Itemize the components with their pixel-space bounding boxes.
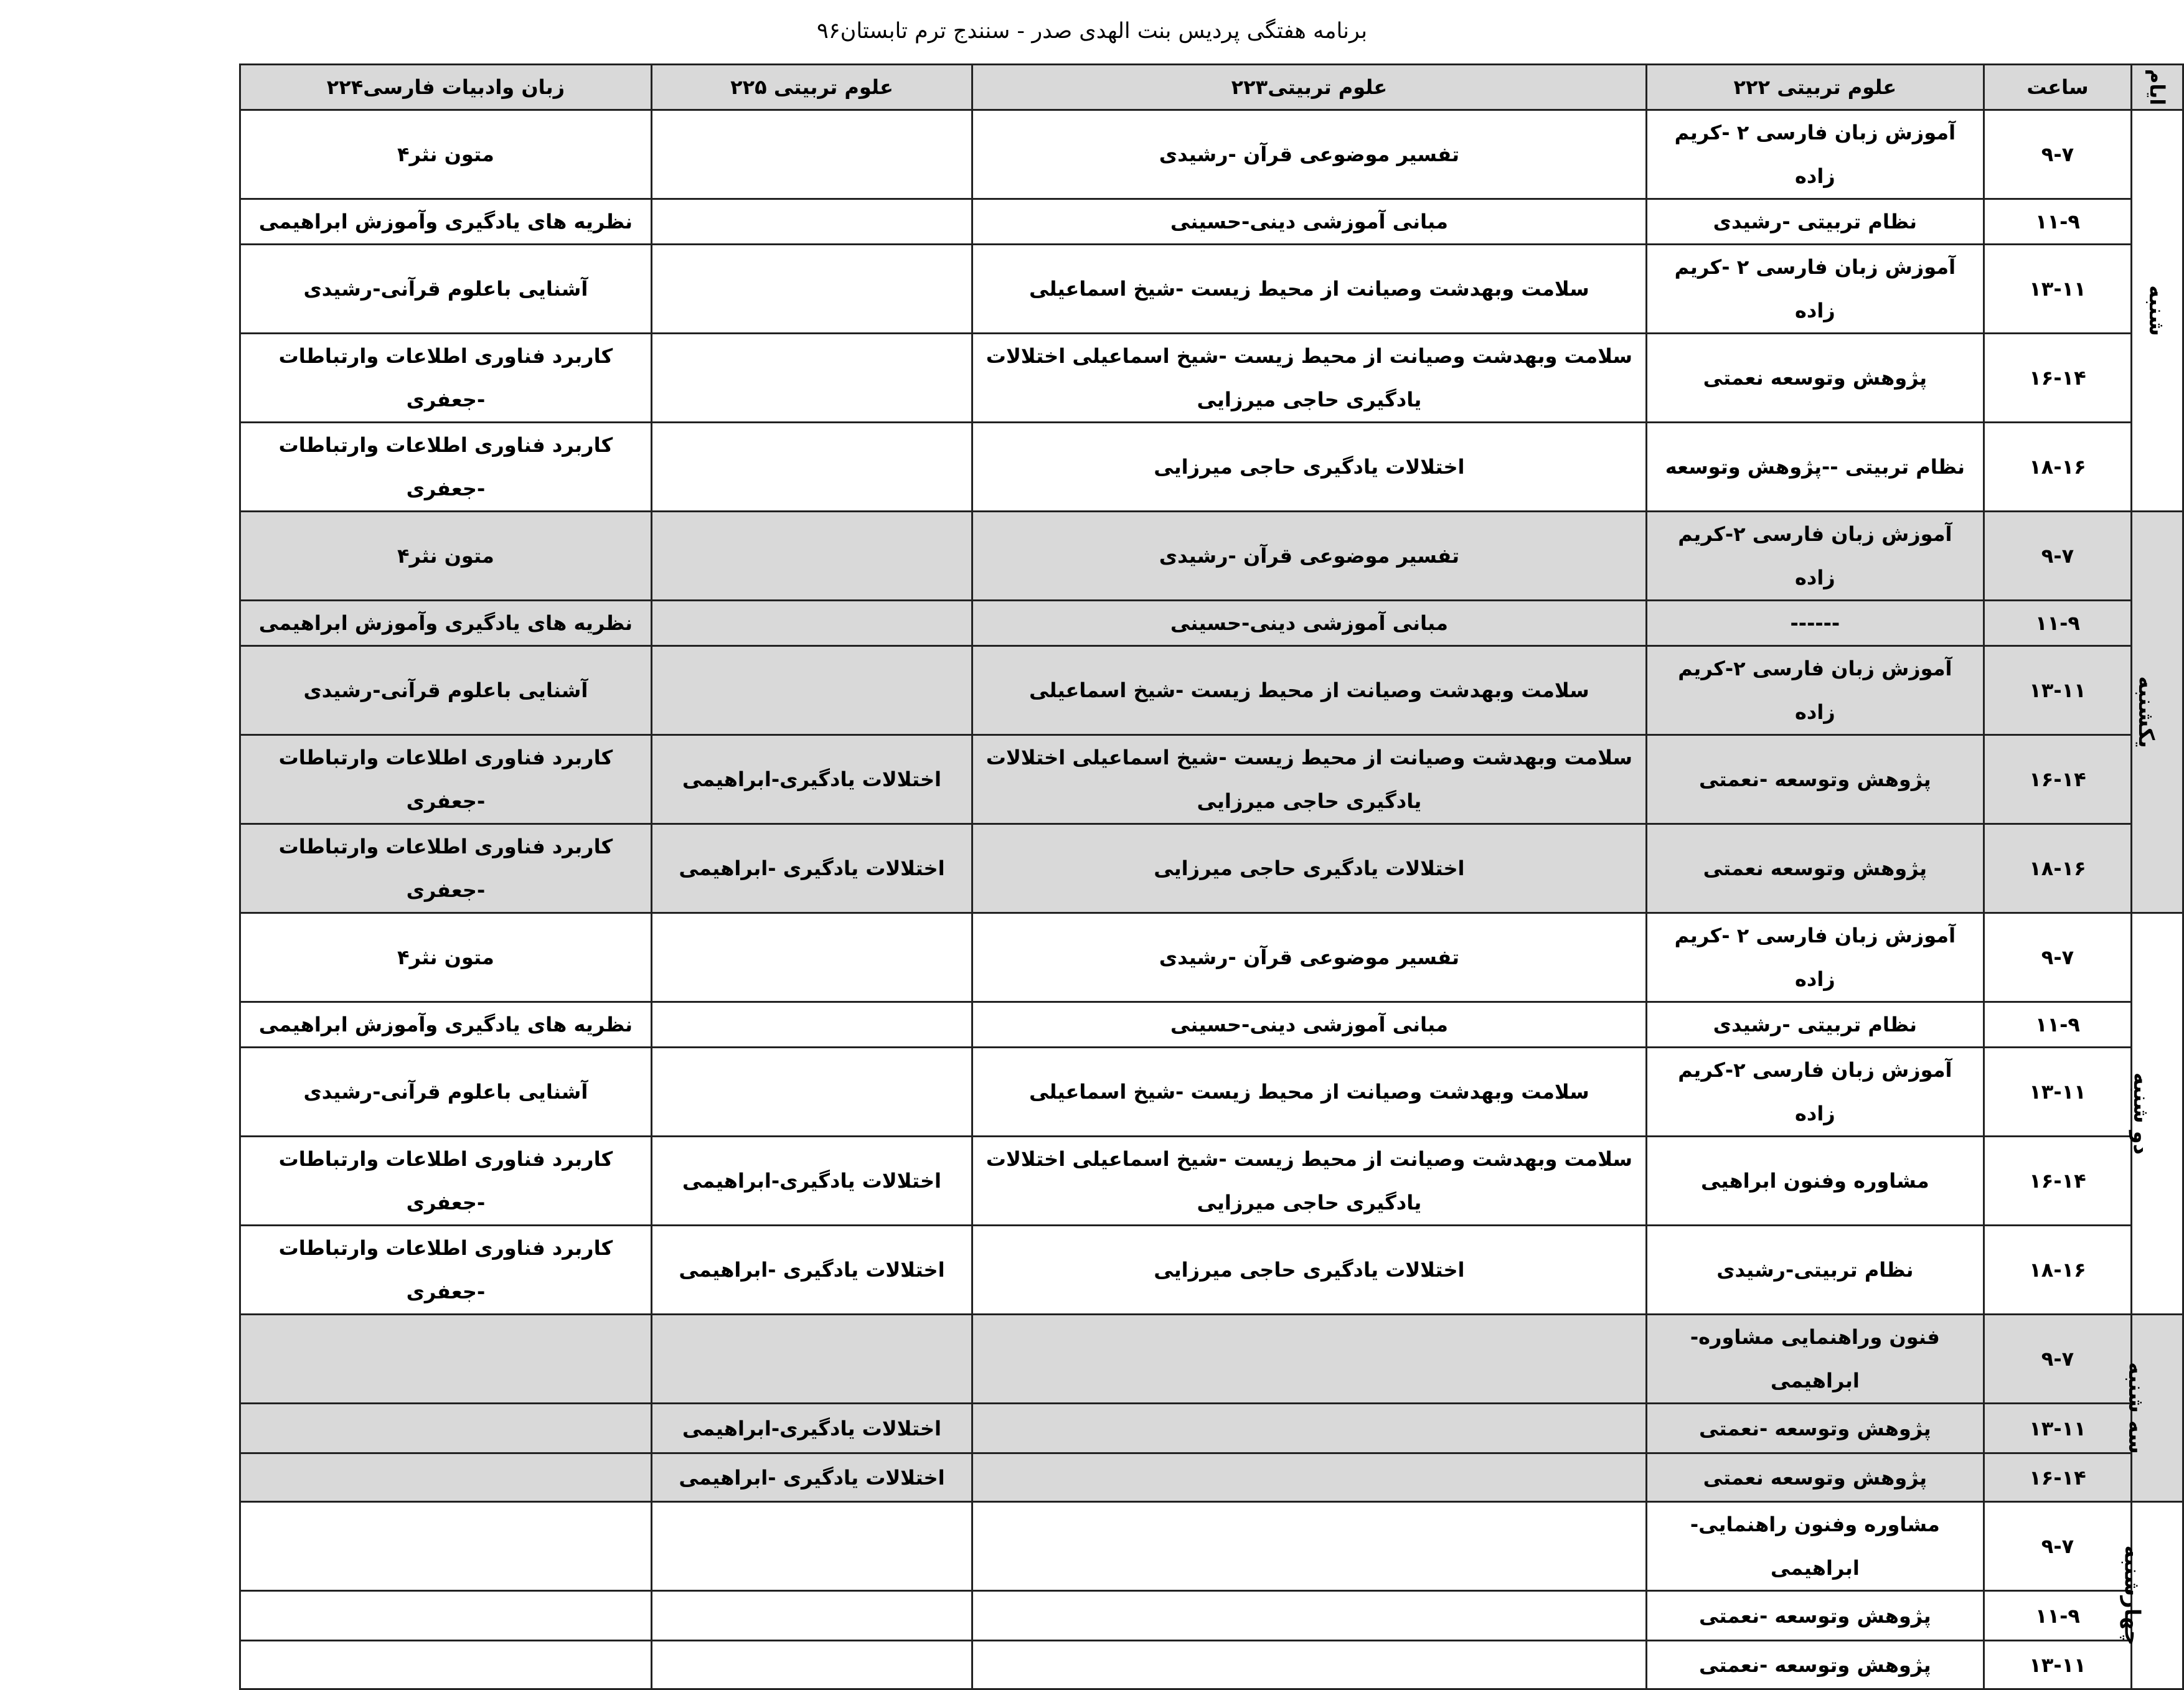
course-cell: سلامت وبهدشت وصیانت از محیط زیست -شیخ اسماعیلی [972, 245, 1647, 334]
course-cell [972, 1404, 1647, 1453]
schedule-row [240, 245, 2183, 334]
course-cell: اختلالات یادگیری -ابراهیمی [651, 824, 972, 913]
course-cell [651, 512, 972, 601]
course-cell: متون نثر۴ [240, 512, 652, 601]
schedule-row [240, 199, 2183, 245]
time-cell: ۱۳-۱۱ [1984, 646, 2132, 735]
course-cell: نظام تربیتی -رشیدی [1646, 199, 1984, 245]
schedule-row [240, 824, 2183, 913]
time-cell: ۱۱-۹ [1984, 601, 2132, 646]
course-cell [651, 601, 972, 646]
time-cell: ۱۶-۱۴ [1984, 1137, 2132, 1226]
schedule-row [240, 646, 2183, 735]
course-cell: پژوهش وتوسعه نعمتی [1646, 824, 1984, 913]
course-cell: اختلالات یادگیری -ابراهیمی [651, 1226, 972, 1315]
course-cell: کاربرد فناوری اطلاعات وارتباطات -جعفری [240, 1226, 652, 1315]
course-cell: سلامت وبهدشت وصیانت از محیط زیست -شیخ اسماعیلی اختلالات یادگیری حاجی میرزایی [972, 735, 1647, 824]
course-cell: آشنایی باعلوم قرآنی-رشیدی [240, 245, 652, 334]
schedule-row [240, 334, 2183, 423]
course-cell [240, 1315, 652, 1404]
course-cell [240, 1453, 652, 1502]
course-cell: اختلالات یادگیری -ابراهیمی [651, 1453, 972, 1502]
course-cell [972, 1315, 1647, 1404]
course-cell: ------ [1646, 601, 1984, 646]
time-cell: ۱۶-۱۴ [1984, 1453, 2132, 1502]
course-cell: آموزش زبان فارسی ۲-کریم زاده [1646, 512, 1984, 601]
course-cell: آموزش زبان فارسی ۲-کریم زاده [1646, 1048, 1984, 1137]
course-cell [651, 245, 972, 334]
course-cell: نظریه های یادگیری وآموزش ابراهیمی [240, 199, 652, 245]
schedule-row [240, 735, 2183, 824]
course-cell: آموزش زبان فارسی ۲ -کریم زاده [1646, 913, 1984, 1002]
course-cell [651, 1502, 972, 1591]
course-cell: کاربرد فناوری اطلاعات وارتباطات -جعفری [240, 1137, 652, 1226]
course-cell: پژوهش وتوسعه نعمتی [1646, 334, 1984, 423]
day-cell: دو شنبه [2131, 913, 2183, 1315]
course-cell: کاربرد فناوری اطلاعات وارتباطات -جعفری [240, 824, 652, 913]
day-cell: چهارشنبه [2131, 1502, 2183, 1689]
header-col4: زبان وادبیات فارسی۲۲۴ [240, 65, 652, 110]
course-cell: نظام تربیتی-رشیدی [1646, 1226, 1984, 1315]
time-cell: ۱۸-۱۶ [1984, 1226, 2132, 1315]
page-title: برنامه هفتگی پردیس بنت الهدی صدر - سنندج ترم تابستان۹۶ [817, 19, 1367, 44]
course-cell: مشاوره وفنون راهنمایی- ابراهیمی [1646, 1502, 1984, 1591]
course-cell [651, 423, 972, 512]
schedule-row [240, 1591, 2183, 1641]
course-cell: پژوهش وتوسعه -نعمتی [1646, 735, 1984, 824]
course-cell: کاربرد فناوری اطلاعات وارتباطات -جعفری [240, 423, 652, 512]
schedule-table [239, 63, 2184, 1690]
time-cell: ۱۸-۱۶ [1984, 423, 2132, 512]
course-cell: پژوهش وتوسعه -نعمتی [1646, 1591, 1984, 1641]
course-cell: سلامت وبهدشت وصیانت از محیط زیست -شیخ اسماعیلی [972, 646, 1647, 735]
course-cell [651, 646, 972, 735]
header-col3: علوم تربیتی ۲۲۵ [651, 65, 972, 110]
course-cell: تفسیر موضوعی قرآن -رشیدی [972, 913, 1647, 1002]
course-cell: نظام تربیتی -رشیدی [1646, 1002, 1984, 1048]
time-cell: ۱۱-۹ [1984, 1591, 2132, 1641]
schedule-row [240, 1502, 2183, 1591]
course-cell [240, 1502, 652, 1591]
course-cell: اختلالات یادگیری حاجی میرزایی [972, 1226, 1647, 1315]
course-cell: اختلالات یادگیری حاجی میرزایی [972, 423, 1647, 512]
course-cell [651, 110, 972, 199]
course-cell: مبانی آموزشی دینی-حسینی [972, 199, 1647, 245]
course-cell: پژوهش وتوسعه نعمتی [1646, 1453, 1984, 1502]
time-cell: ۱۶-۱۴ [1984, 334, 2132, 423]
course-cell [972, 1453, 1647, 1502]
schedule-row [240, 110, 2183, 199]
course-cell: آموزش زبان فارسی ۲-کریم زاده [1646, 646, 1984, 735]
course-cell: آشنایی باعلوم قرآنی-رشیدی [240, 646, 652, 735]
schedule-row [240, 512, 2183, 601]
day-cell: سه شنبه [2131, 1315, 2183, 1502]
course-cell: نظام تربیتی --پژوهش وتوسعه [1646, 423, 1984, 512]
course-cell: اختلالات یادگیری-ابراهیمی [651, 735, 972, 824]
course-cell [972, 1641, 1647, 1689]
course-cell: پژوهش وتوسعه -نعمتی [1646, 1404, 1984, 1453]
header-row [240, 65, 2183, 110]
course-cell [240, 1404, 652, 1453]
time-cell: ۹-۷ [1984, 1315, 2132, 1404]
header-col2: علوم تربیتی۲۲۳ [972, 65, 1647, 110]
course-cell [651, 1048, 972, 1137]
course-cell [651, 334, 972, 423]
course-cell: کاربرد فناوری اطلاعات وارتباطات -جعفری [240, 735, 652, 824]
time-cell: ۱۳-۱۱ [1984, 245, 2132, 334]
schedule-row [240, 423, 2183, 512]
course-cell [651, 199, 972, 245]
header-time: ساعت [1984, 65, 2132, 110]
course-cell: متون نثر۴ [240, 913, 652, 1002]
course-cell [651, 1315, 972, 1404]
time-cell: ۹-۷ [1984, 1502, 2132, 1591]
course-cell: کاربرد فناوری اطلاعات وارتباطات -جعفری [240, 334, 652, 423]
course-cell [972, 1591, 1647, 1641]
time-cell: ۱۳-۱۱ [1984, 1641, 2132, 1689]
course-cell: سلامت وبهدشت وصیانت از محیط زیست -شیخ اسماعیلی اختلالات یادگیری حاجی میرزایی [972, 1137, 1647, 1226]
course-cell: پژوهش وتوسعه -نعمتی [1646, 1641, 1984, 1689]
course-cell [651, 913, 972, 1002]
schedule-row [240, 1641, 2183, 1689]
day-cell: شنبه [2131, 110, 2183, 512]
time-cell: ۱۳-۱۱ [1984, 1404, 2132, 1453]
day-cell: یکشنبه [2131, 512, 2183, 913]
course-cell [651, 1641, 972, 1689]
course-cell: آشنایی باعلوم قرآنی-رشیدی [240, 1048, 652, 1137]
course-cell: فنون وراهنمایی مشاوره-ابراهیمی [1646, 1315, 1984, 1404]
schedule-row [240, 1453, 2183, 1502]
course-cell: سلامت وبهدشت وصیانت از محیط زیست -شیخ اسماعیلی اختلالات یادگیری حاجی میرزایی [972, 334, 1647, 423]
course-cell [651, 1591, 972, 1641]
time-cell: ۱۸-۱۶ [1984, 824, 2132, 913]
course-cell: اختلالات یادگیری حاجی میرزایی [972, 824, 1647, 913]
course-cell: آموزش زبان فارسی ۲ -کریم زاده [1646, 245, 1984, 334]
schedule-row [240, 1137, 2183, 1226]
course-cell: سلامت وبهدشت وصیانت از محیط زیست -شیخ اسماعیلی [972, 1048, 1647, 1137]
time-cell: ۹-۷ [1984, 110, 2132, 199]
course-cell [240, 1641, 652, 1689]
course-cell: مبانی آموزشی دینی-حسینی [972, 1002, 1647, 1048]
time-cell: ۱۱-۹ [1984, 1002, 2132, 1048]
time-cell: ۱۶-۱۴ [1984, 735, 2132, 824]
course-cell [651, 1002, 972, 1048]
schedule-row [240, 1404, 2183, 1453]
course-cell [240, 1591, 652, 1641]
schedule-row [240, 1226, 2183, 1315]
header-days: ایام [2131, 65, 2183, 110]
schedule-row [240, 913, 2183, 1002]
schedule-row [240, 1048, 2183, 1137]
course-cell: متون نثر۴ [240, 110, 652, 199]
time-cell: ۹-۷ [1984, 913, 2132, 1002]
schedule-row [240, 1002, 2183, 1048]
header-col1: علوم تربیتی ۲۲۲ [1646, 65, 1984, 110]
time-cell: ۱۳-۱۱ [1984, 1048, 2132, 1137]
time-cell: ۹-۷ [1984, 512, 2132, 601]
course-cell: تفسیر موضوعی قرآن -رشیدی [972, 512, 1647, 601]
course-cell [972, 1502, 1647, 1591]
schedule-row [240, 601, 2183, 646]
course-cell: نظریه های یادگیری وآموزش ابراهیمی [240, 601, 652, 646]
course-cell: اختلالات یادگیری-ابراهیمی [651, 1137, 972, 1226]
course-cell: نظریه های یادگیری وآموزش ابراهیمی [240, 1002, 652, 1048]
course-cell: اختلالات یادگیری-ابراهیمی [651, 1404, 972, 1453]
time-cell: ۱۱-۹ [1984, 199, 2132, 245]
course-cell: تفسیر موضوعی قرآن -رشیدی [972, 110, 1647, 199]
course-cell: آموزش زبان فارسی ۲ -کریم زاده [1646, 110, 1984, 199]
schedule-row [240, 1315, 2183, 1404]
course-cell: مشاوره وفنون ابراهیی [1646, 1137, 1984, 1226]
course-cell: مبانی آموزشی دینی-حسینی [972, 601, 1647, 646]
